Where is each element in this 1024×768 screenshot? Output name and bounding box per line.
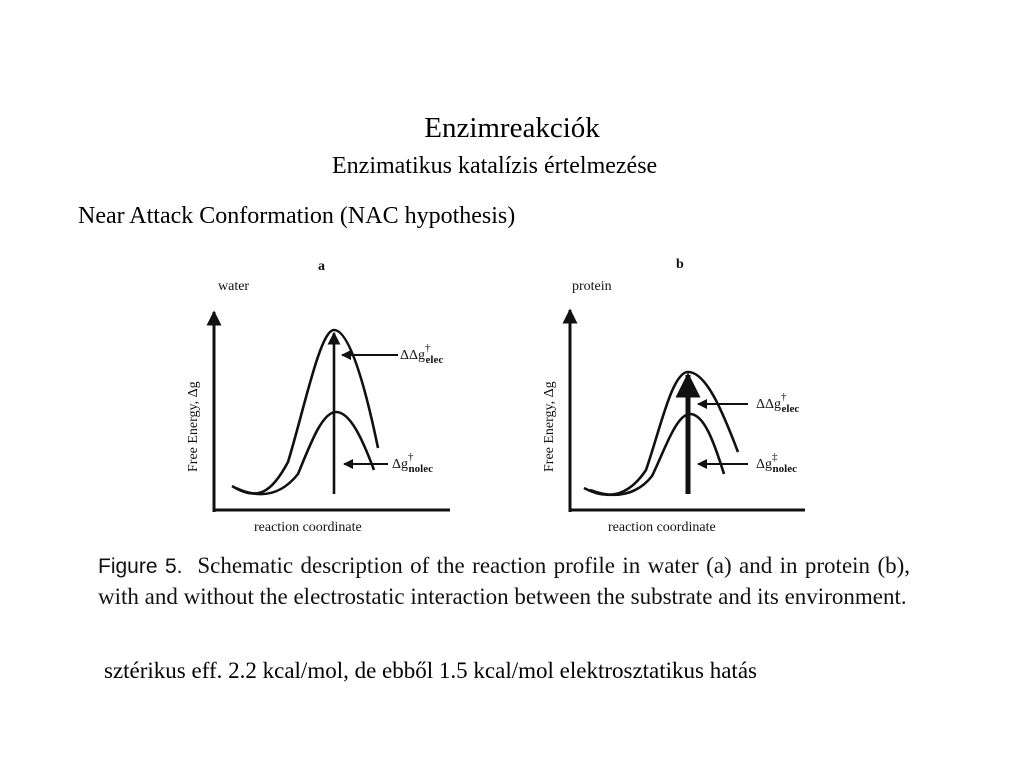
- caption-label: Figure 5.: [98, 555, 183, 578]
- panel-a-y-label: Free Energy, Δg: [186, 381, 201, 472]
- panel-a-x-label: reaction coordinate: [254, 520, 362, 535]
- panel-a-lower-curve: [236, 412, 374, 494]
- panel-b-letter: b: [676, 257, 684, 272]
- nac-heading: Near Attack Conformation (NAC hypothesis): [78, 203, 516, 229]
- panel-b-nolec-label: Δg‡ nolec: [756, 451, 797, 475]
- slide-title: Enzimreakciók: [424, 112, 600, 144]
- panel-a-letter: a: [318, 259, 325, 274]
- panel-b-lower-curve: [590, 414, 724, 495]
- panel-b-x-label: reaction coordinate: [608, 520, 716, 535]
- panel-b-medium: protein: [572, 279, 612, 294]
- caption-text: Schematic description of the reaction profile in water (a) and in protein (b), with and without the electrostatic interaction between the substrate and its environment.: [98, 553, 911, 609]
- panel-a-medium: water: [218, 279, 250, 294]
- slide-footer-note: sztérikus eff. 2.2 kcal/mol, de ebből 1.5 kcal/mol elektrosztatikus hatás: [104, 658, 757, 683]
- panel-b-elec-label: ΔΔg† elec: [756, 391, 800, 415]
- panel-a: [186, 259, 450, 535]
- panel-a-elec-label: ΔΔg† elec: [400, 342, 444, 366]
- panel-a-nolec-label: Δg† nolec: [392, 451, 433, 475]
- panel-b: [542, 257, 805, 535]
- figure-caption: [98, 551, 910, 612]
- slide-subtitle: Enzimatikus katalízis értelmezése: [332, 153, 658, 179]
- panel-b-y-label: Free Energy, Δg: [542, 381, 557, 472]
- panel-b-upper-curve: [584, 372, 738, 495]
